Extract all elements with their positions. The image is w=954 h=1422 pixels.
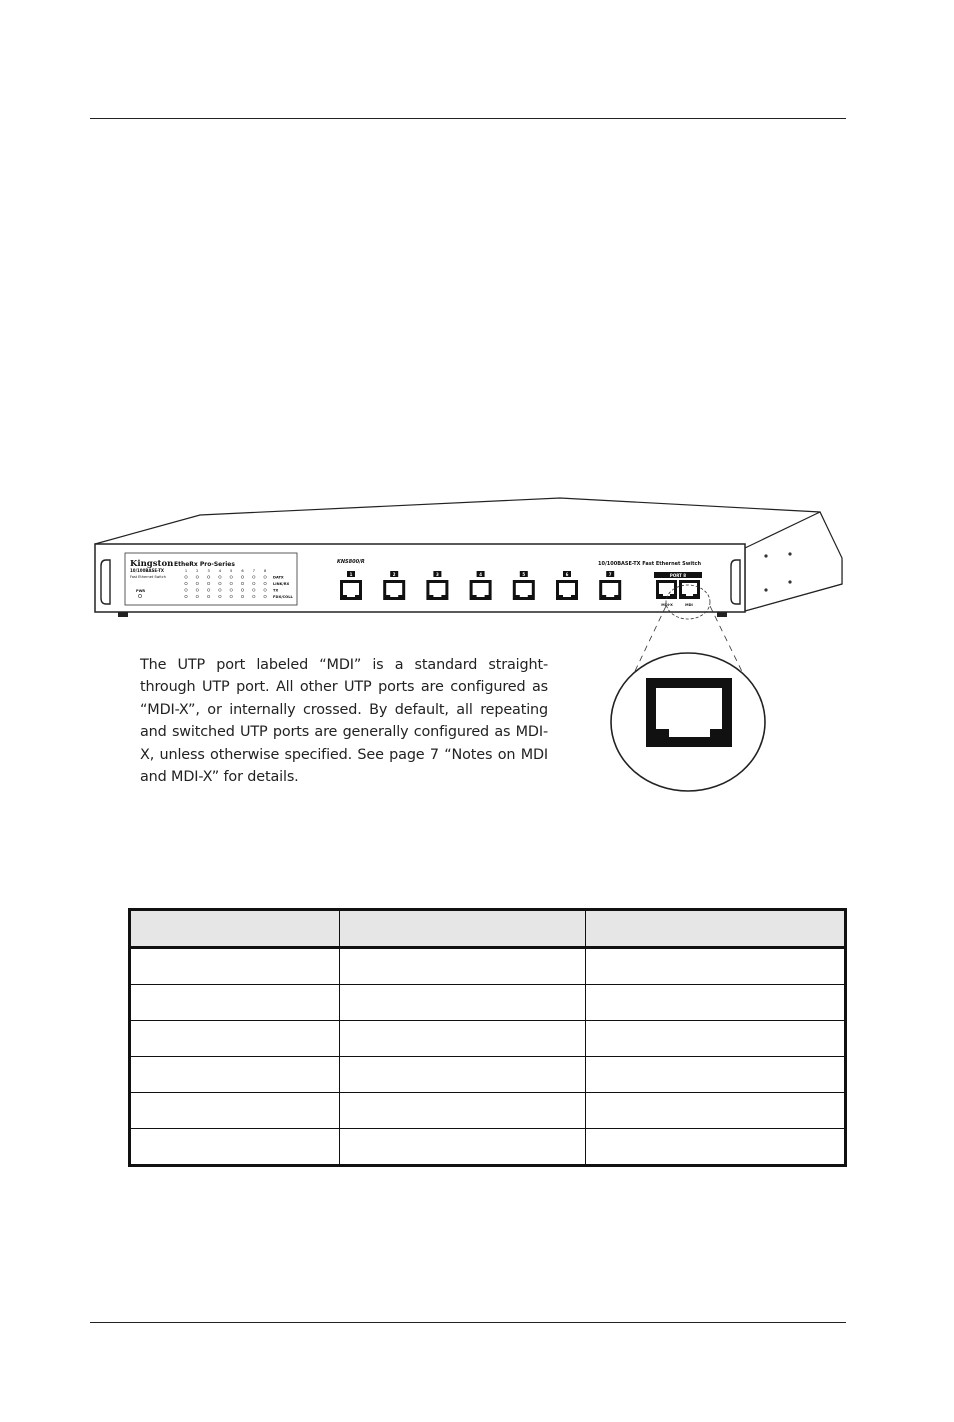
table-cell [586,1021,846,1057]
table-row [130,1129,846,1166]
table-cell [586,1057,846,1093]
jack-label-mdix: MDI-X [661,603,673,607]
led-port-number: 4 [218,569,222,573]
table-row [130,948,846,985]
port-number: 4 [479,572,482,577]
rj45-opening [473,583,489,597]
port-number: 6 [565,572,569,577]
table-cell [130,1021,340,1057]
table-header-row [130,910,846,948]
table-cell [586,1093,846,1129]
led-row-label: FDX/COLL [273,595,293,599]
port-number: 3 [436,572,439,577]
rj45-opening [602,583,618,597]
uplink-label: PORT 8 [669,573,687,578]
table-cell [586,1129,846,1166]
led-port-number: 7 [252,569,255,573]
led-port-number: 5 [230,569,233,573]
port-caption: The UTP port labeled “MDI” is a standard straight-through UTP port. All other UTP ports are configured as “MDI-X”, or internally crossed. By default, all repeating and switched UTP ports are generally configured as MDI-X, unless otherwise specified. See page 7 “Notes on MDI and MDI-X” for details. [140,657,548,786]
table-header-cell [586,910,846,948]
jack-label-mdi: MDI [685,603,693,607]
table-cell [130,1093,340,1129]
table-row [130,985,846,1021]
led-port-number: 3 [207,569,210,573]
rj45-opening [429,583,445,597]
table-cell [340,1129,586,1166]
led-port-number: 1 [184,569,188,573]
table-header-cell [130,910,340,948]
led-row-label: LINK/RX [273,582,290,586]
side-screw [764,588,767,591]
rj45-opening [386,583,402,597]
led-port-number: 2 [196,569,199,573]
table-cell [340,1021,586,1057]
header-rule [90,118,846,119]
product-line-label: 10/100BASE-TX Fast Ethernet Switch [598,561,702,567]
port-number: 5 [522,572,526,577]
table-cell [130,948,340,985]
foot [717,612,727,617]
port-number: 1 [349,572,353,577]
table-cell [130,1057,340,1093]
led-port-number: 8 [263,569,267,573]
panel-model: 10/100BASE-TX [130,568,165,573]
table-cell [340,985,586,1021]
table-row [130,1057,846,1093]
table-cell [130,1129,340,1166]
footer-rule [90,1322,846,1323]
panel-subtitle: Fast Ethernet Switch [130,575,166,579]
port-number: 7 [608,572,612,577]
table-header-cell [340,910,586,948]
table-cell [130,985,340,1021]
led-port-number: 6 [241,569,244,573]
table-cell [586,948,846,985]
power-label: PWR [136,589,146,593]
table-row [130,1093,846,1129]
rj45-opening [559,583,575,597]
rj45-opening [343,583,359,597]
table-cell [340,1057,586,1093]
table-cell [340,1093,586,1129]
led-row-label: TX [273,588,279,593]
side-screw [788,552,791,555]
led-row-label: DATX [273,575,284,580]
table-cell [586,985,846,1021]
table-cell [340,948,586,985]
foot [118,612,128,617]
port-number: 2 [392,572,396,577]
spec-table [128,908,847,1167]
brand-logo: Kingston [130,559,174,569]
table-row [130,1021,846,1057]
side-screw [764,554,767,557]
series-label: EtheRx Pro-Series [174,561,235,568]
side-screw [788,580,791,583]
model-label: KNS800/R [337,559,365,565]
rj45-opening [516,583,532,597]
